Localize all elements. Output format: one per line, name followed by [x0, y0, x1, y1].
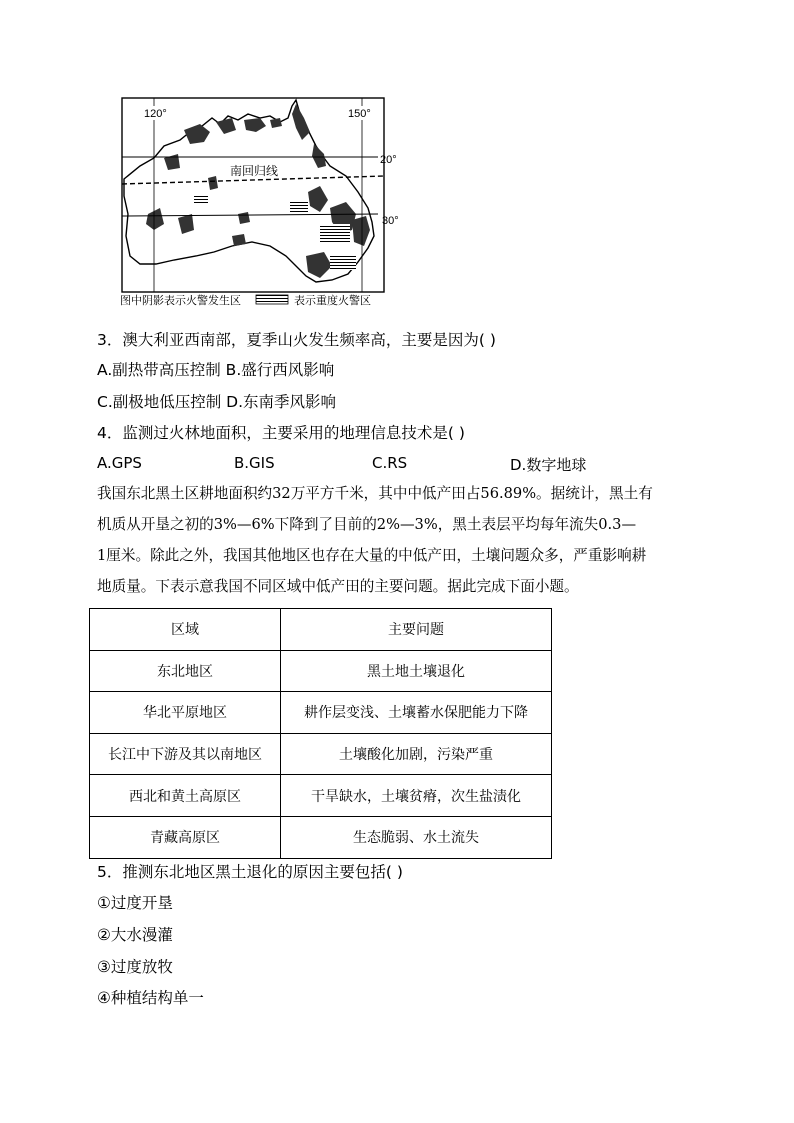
- lat-30-label: 30°: [382, 215, 399, 227]
- table-cell-region: 东北地区: [90, 650, 281, 692]
- q4-option-c: C.RS: [372, 454, 408, 472]
- passage-line-2: 机质从开垦之初的3%—6%下降到了目前的2%—3%，黑土表层平均每年流失0.3—: [97, 516, 637, 533]
- table-cell-problem: 耕作层变浅、土壤蓄水保肥能力下降: [281, 692, 552, 734]
- table-cell-region: 华北平原地区: [90, 692, 281, 734]
- q4-stem: 4．监测过火林地面积，主要采用的地理信息技术是( ): [97, 424, 465, 442]
- table-cell-problem: 黑土地土壤退化: [281, 650, 552, 692]
- q4-option-d: D.数字地球: [510, 456, 587, 474]
- q5-item-2: ②大水漫灌: [97, 926, 173, 944]
- q3-options-row2: C.副极地低压控制 D.东南季风影响: [97, 393, 337, 411]
- table-cell-problem: 土壤酸化加剧，污染严重: [281, 733, 552, 775]
- q3-options-row1: A.副热带高压控制 B.盛行西风影响: [97, 361, 335, 379]
- q4-option-a: A.GPS: [97, 454, 142, 472]
- table-header-row: [90, 609, 552, 651]
- australia-fire-map: [120, 96, 399, 311]
- passage-line-3: 1厘米。除此之外，我国其他地区也存在大量的中低产田，土壤问题众多，严重影响耕: [97, 547, 647, 564]
- table-row: [90, 775, 552, 817]
- soil-problems-table: [89, 608, 552, 859]
- tropic-label: 南回归线: [230, 164, 279, 178]
- lon-150-label: 150°: [348, 108, 371, 120]
- q5-item-1: ①过度开垦: [97, 894, 173, 912]
- passage-line-1: 我国东北黑土区耕地面积约32万平方千米，其中中低产田占56.89%。据统计，黑土有: [97, 485, 653, 502]
- passage-line-4: 地质量。下表示意我国不同区域中低产田的主要问题。据此完成下面小题。: [97, 578, 579, 595]
- table-header: 主要问题: [281, 609, 552, 651]
- lon-120-label: 120°: [144, 108, 167, 120]
- table-cell-problem: 干旱缺水，土壤贫瘠，次生盐渍化: [281, 775, 552, 817]
- q5-stem: 5．推测东北地区黑土退化的原因主要包括( ): [97, 863, 403, 881]
- q4-option-b: B.GIS: [234, 454, 275, 472]
- q5-item-3: ③过度放牧: [97, 958, 173, 976]
- q3-stem: 3．澳大利亚西南部，夏季山火发生频率高，主要是因为( ): [97, 331, 496, 349]
- table-row: [90, 733, 552, 775]
- table-row: [90, 816, 552, 858]
- table-row: [90, 692, 552, 734]
- table-cell-region: 长江中下游及其以南地区: [90, 733, 281, 775]
- table-header: 区域: [90, 609, 281, 651]
- legend-hatch-swatch: [256, 295, 288, 304]
- q5-item-4: ④种植结构单一: [97, 989, 204, 1007]
- table-cell-region: 青藏高原区: [90, 816, 281, 858]
- lat-20-label: 20°: [380, 154, 397, 166]
- map-caption-left: 图中阴影表示火警发生区: [120, 294, 241, 307]
- map-caption-right: 表示重度火警区: [294, 294, 371, 307]
- table-cell-problem: 生态脆弱、水土流失: [281, 816, 552, 858]
- table-row: [90, 650, 552, 692]
- table-cell-region: 西北和黄土高原区: [90, 775, 281, 817]
